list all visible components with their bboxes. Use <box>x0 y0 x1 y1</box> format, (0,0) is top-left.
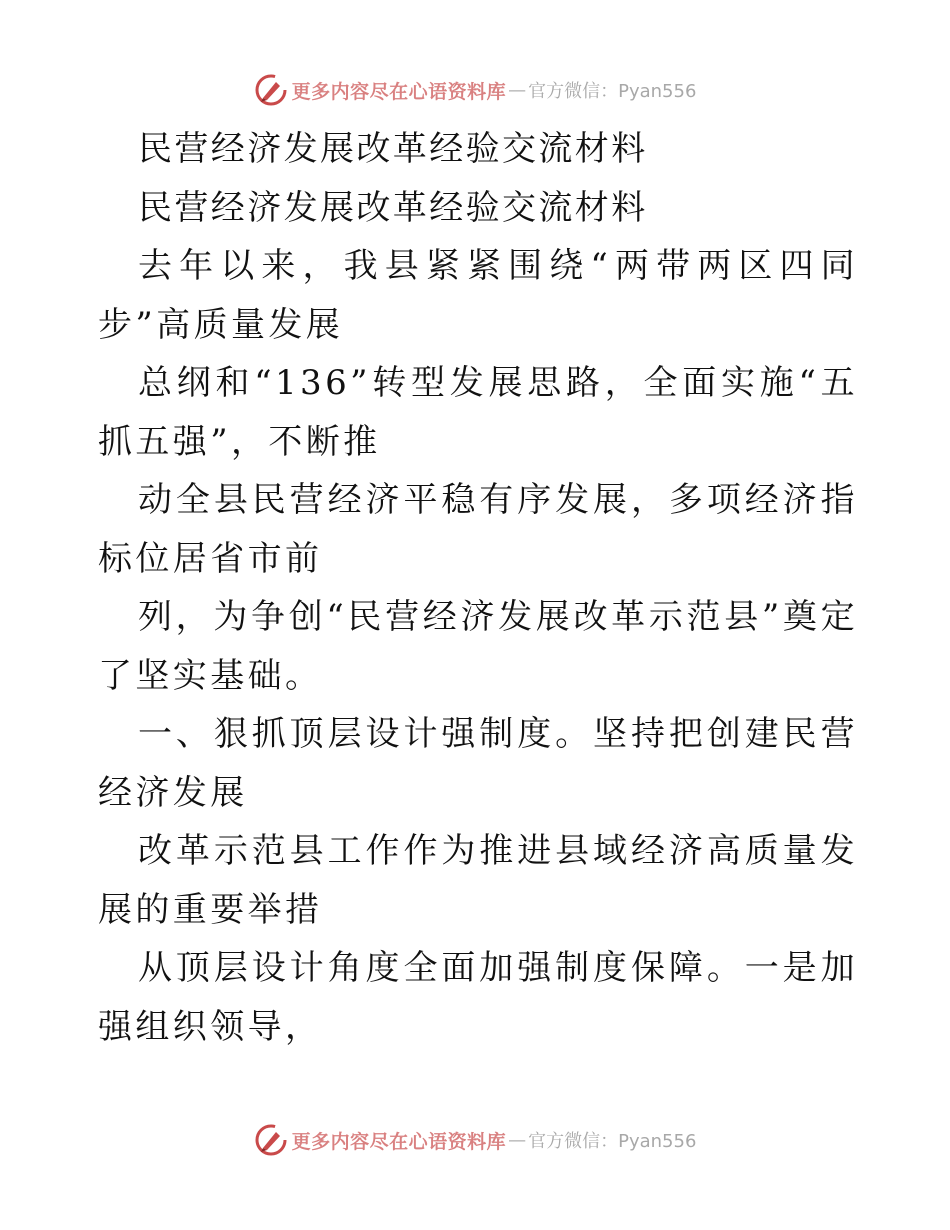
header-watermark <box>0 70 950 110</box>
doc-paragraph: 从顶层设计角度全面加强制度保障。一是加强组织领导， <box>98 948 858 1047</box>
doc-paragraph: 总纲和“136”转型发展思路，全面实施“五抓五强”，不断推 <box>98 363 858 462</box>
doc-paragraph: 动全县民营经济平稳有序发展，多项经济指标位居省市前 <box>98 480 858 579</box>
watermark-separator: — <box>508 1129 527 1151</box>
doc-title: 民营经济发展改革经验交流材料 <box>138 129 648 169</box>
pen-logo-icon <box>254 1123 288 1157</box>
doc-paragraph: 改革示范县工作作为推进县域经济高质量发展的重要举措 <box>98 831 858 930</box>
footer-watermark <box>0 1120 950 1160</box>
watermark-brand: 更多内容尽在心语资料库 <box>291 1130 507 1153</box>
watermark-separator: — <box>508 79 527 101</box>
watermark-brand: 更多内容尽在心语资料库 <box>291 80 507 103</box>
doc-section-heading: 一、狠抓顶层设计强制度。坚持把创建民营经济发展 <box>98 714 858 813</box>
watermark-contact: 官方微信：Pyan556 <box>528 81 697 102</box>
doc-subtitle: 民营经济发展改革经验交流材料 <box>138 187 648 228</box>
doc-paragraph: 列，为争创“民营经济发展改革示范县”奠定了坚实基础。 <box>98 597 858 696</box>
pen-logo-icon <box>254 73 288 107</box>
watermark-contact: 官方微信：Pyan556 <box>528 1131 697 1152</box>
document-body <box>98 120 858 1056</box>
doc-paragraph: 去年以来，我县紧紧围绕“两带两区四同步”高质量发展 <box>98 246 858 345</box>
